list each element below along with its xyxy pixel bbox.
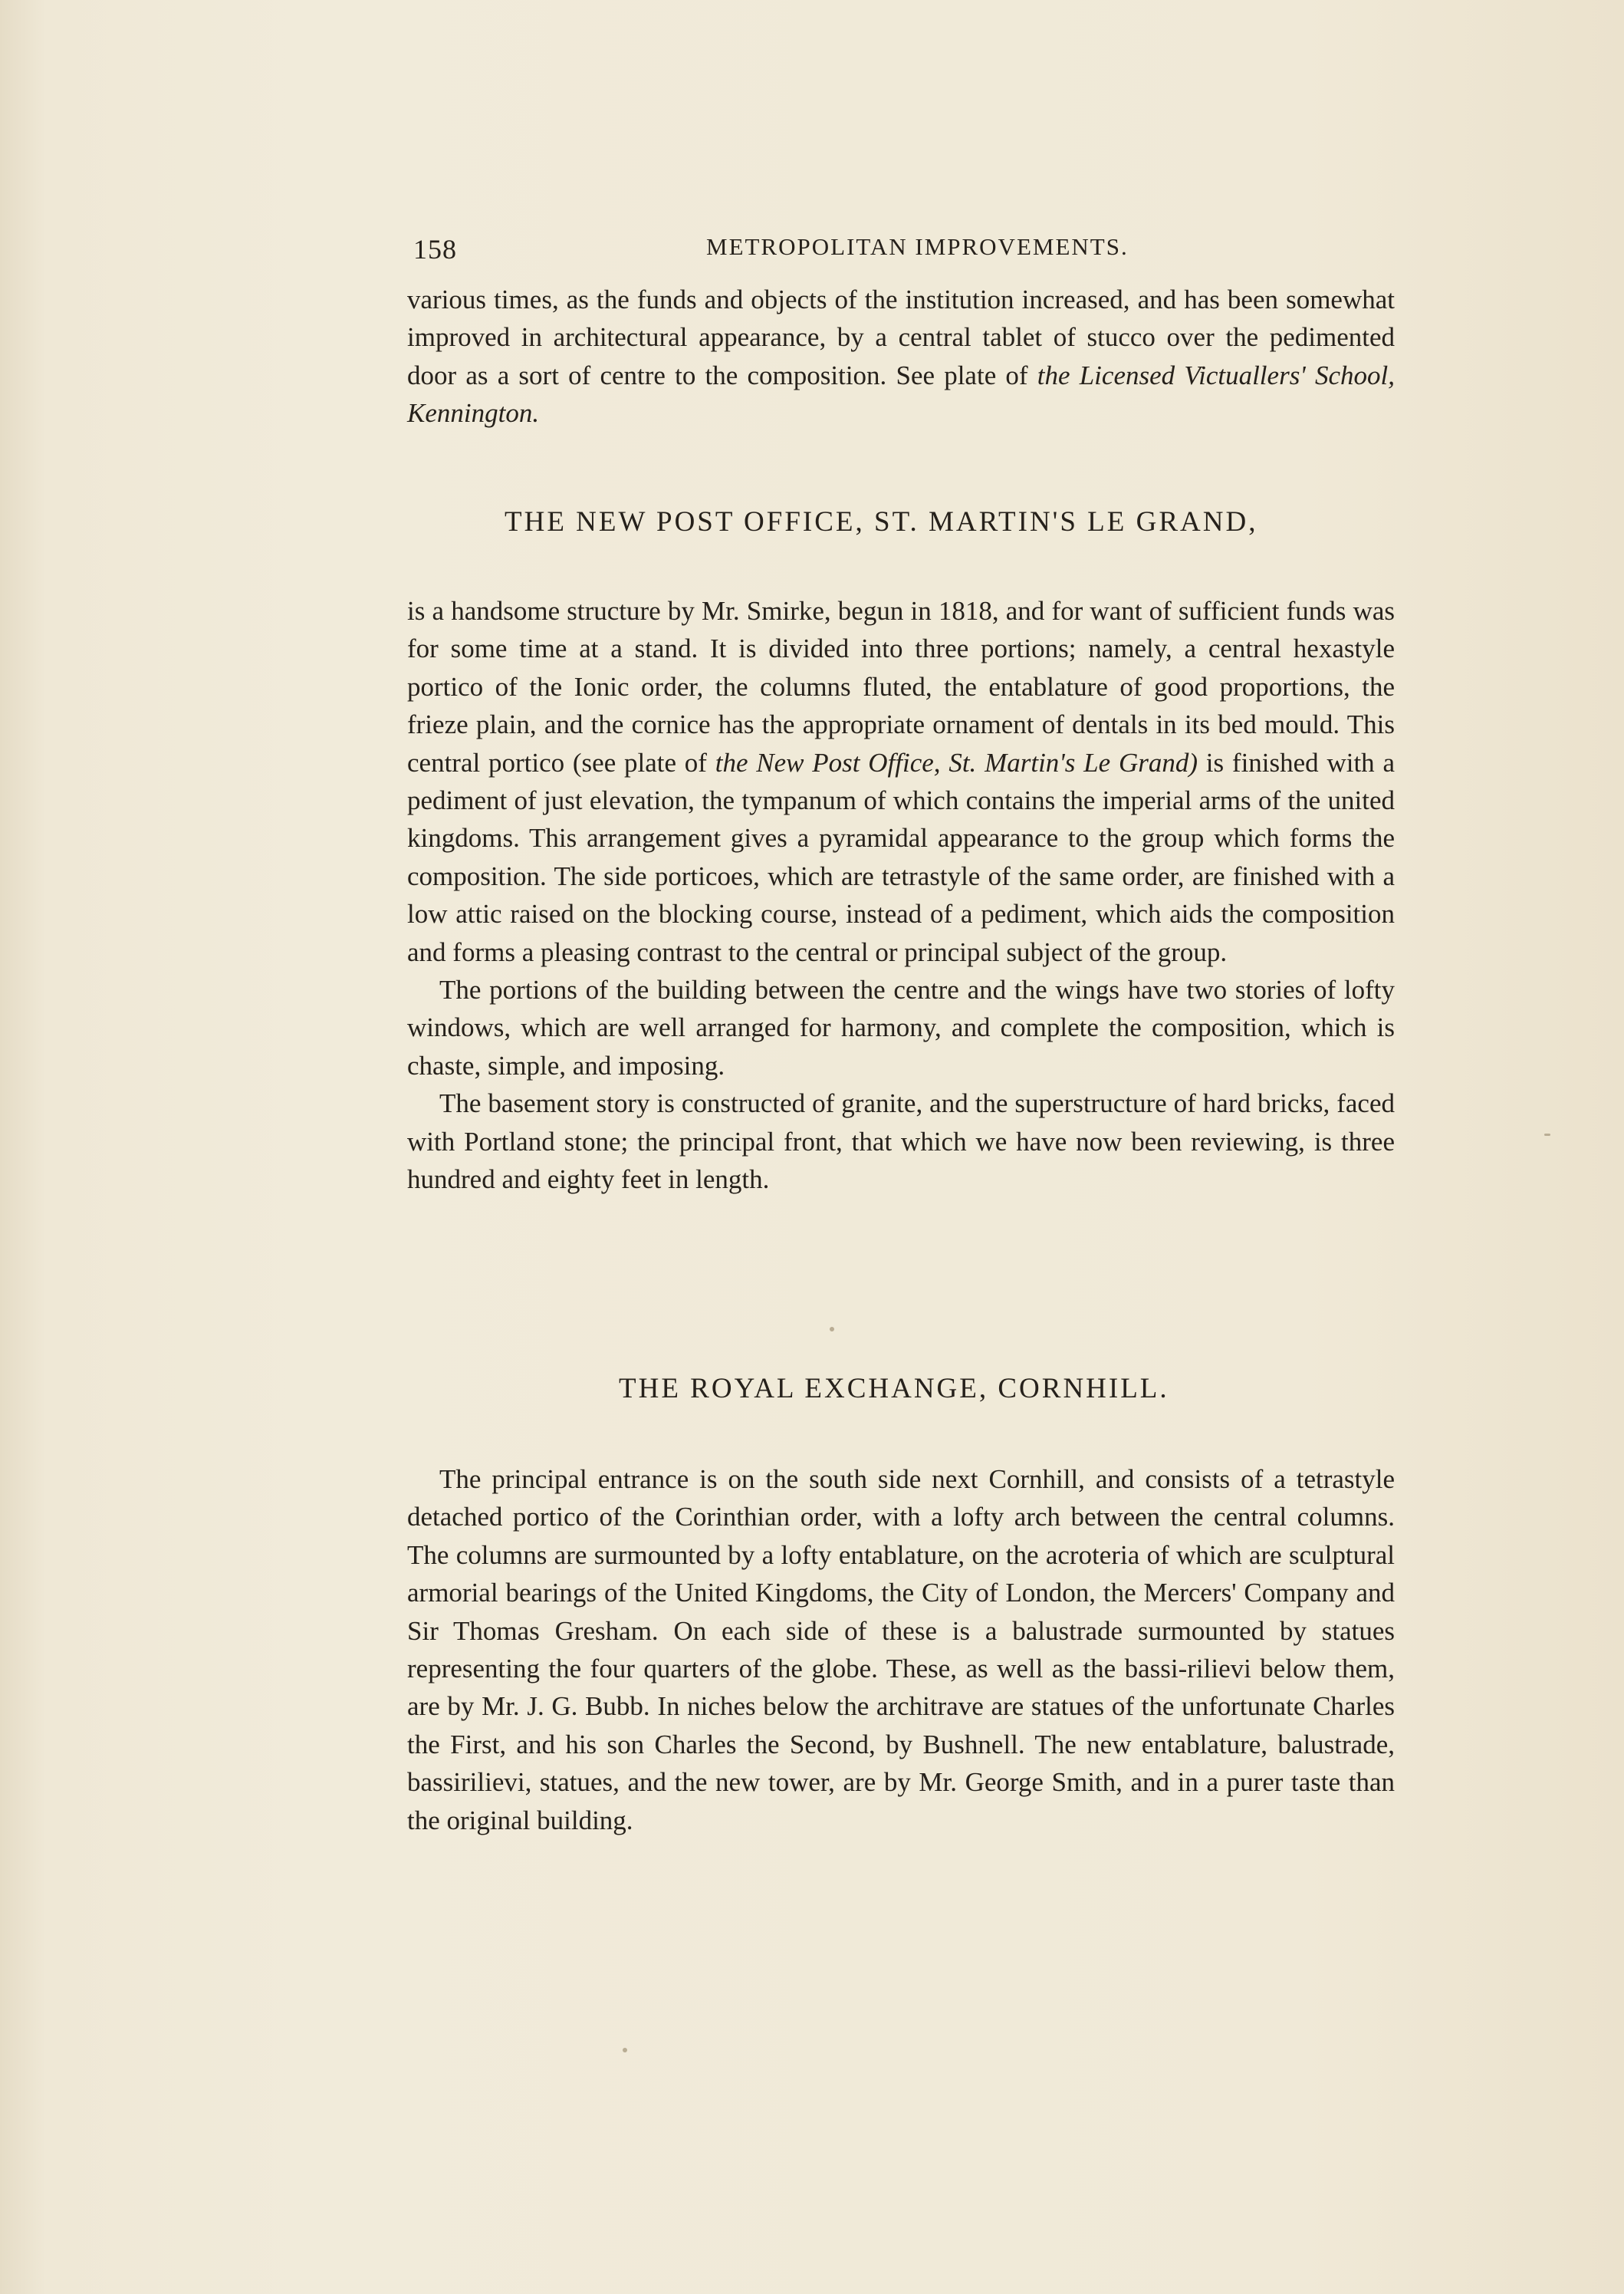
post-office-paragraph-1 — [407, 592, 1395, 971]
paper-speck — [1544, 1134, 1550, 1136]
royal-exchange-heading: THE ROYAL EXCHANGE, CORNHILL. — [619, 1373, 1169, 1404]
running-title: METROPOLITAN IMPROVEMENTS. — [706, 233, 1129, 260]
royal-exchange-paragraph-1: The principal entrance is on the south side next Cornhill, and consists of a tetrastyle detached portico of the Corinthian order, with a lofty arch between the central columns. The columns are surmounted by a lofty entablature, on the acroteria of which are sculptural armorial bearings of the United Kingdoms, the City of London, the Mercers' Company and Sir Thomas Gresham. On each side of these is a balustrade surmounted by statues representing the four quarters of the globe. These, as well as the bassi-rilievi below them, are by Mr. J. G. Bubb. In niches below the architrave are statues of the unfortunate Charles the First, and his son Charles the Second, by Bushnell. The new entablature, balustrade, bassirilievi, statues, and the new tower, are by Mr. George Smith, and in a purer taste than the original building. — [407, 1464, 1395, 1835]
royal-exchange-section — [407, 1460, 1395, 1839]
opening-plate-reference: the Licensed Victuallers' School, Kennington. — [407, 360, 1395, 429]
post-office-p1-text-b: is finished with a pediment of just elevation, the tympanum of which contains the imperial arms of the united kingdoms. This arrangement gives a pyramidal appearance to the group which forms the composition. The side porticoes, which are tetrastyle of the same order, are finished with a low attic raised on the blocking course, instead of a pediment, which aids the composition and forms a pleasing contrast to the central or principal subject of the group. — [407, 747, 1395, 967]
post-office-plate-reference: the New Post Office, St. Martin's Le Grand) — [715, 747, 1198, 778]
paper-speck — [830, 1327, 834, 1331]
opening-text-main: various times, as the funds and objects of the institution increased, and has been somewhat improved in architectural appearance, by a central tablet of stucco over the pedimented door as a sort of centre to the composition. See plate of — [407, 285, 1395, 390]
page-number: 158 — [413, 234, 457, 265]
opening-text — [407, 281, 1395, 433]
paper-speck — [623, 2048, 627, 2052]
post-office-paragraph-2: The portions of the building between the centre and the wings have two stories of lofty windows, which are well arranged for harmony, and complete the composition, which is chaste, simple, and imposing. — [407, 975, 1395, 1081]
post-office-p1-text-a: is a handsome structure by Mr. Smirke, begun in 1818, and for want of sufficient funds was for some time at a stand. It is divided into three portions; namely, a central hexastyle portico of the Ionic order, the columns fluted, the entablature of good proportions, the frieze plain, and the cornice has the appropriate ornament of dentals in its bed mould. This central portico (see plate of — [407, 596, 1395, 778]
page-header — [407, 229, 1178, 275]
post-office-section — [407, 592, 1395, 1199]
post-office-paragraph-3: The basement story is constructed of granite, and the superstructure of hard bricks, faced with Portland stone; the principal front, that which we have now been reviewing, is three hundred and eighty feet in length. — [407, 1088, 1395, 1195]
post-office-heading: THE NEW POST OFFICE, ST. MARTIN'S LE GRAND, — [505, 506, 1258, 538]
opening-paragraph — [407, 281, 1395, 433]
